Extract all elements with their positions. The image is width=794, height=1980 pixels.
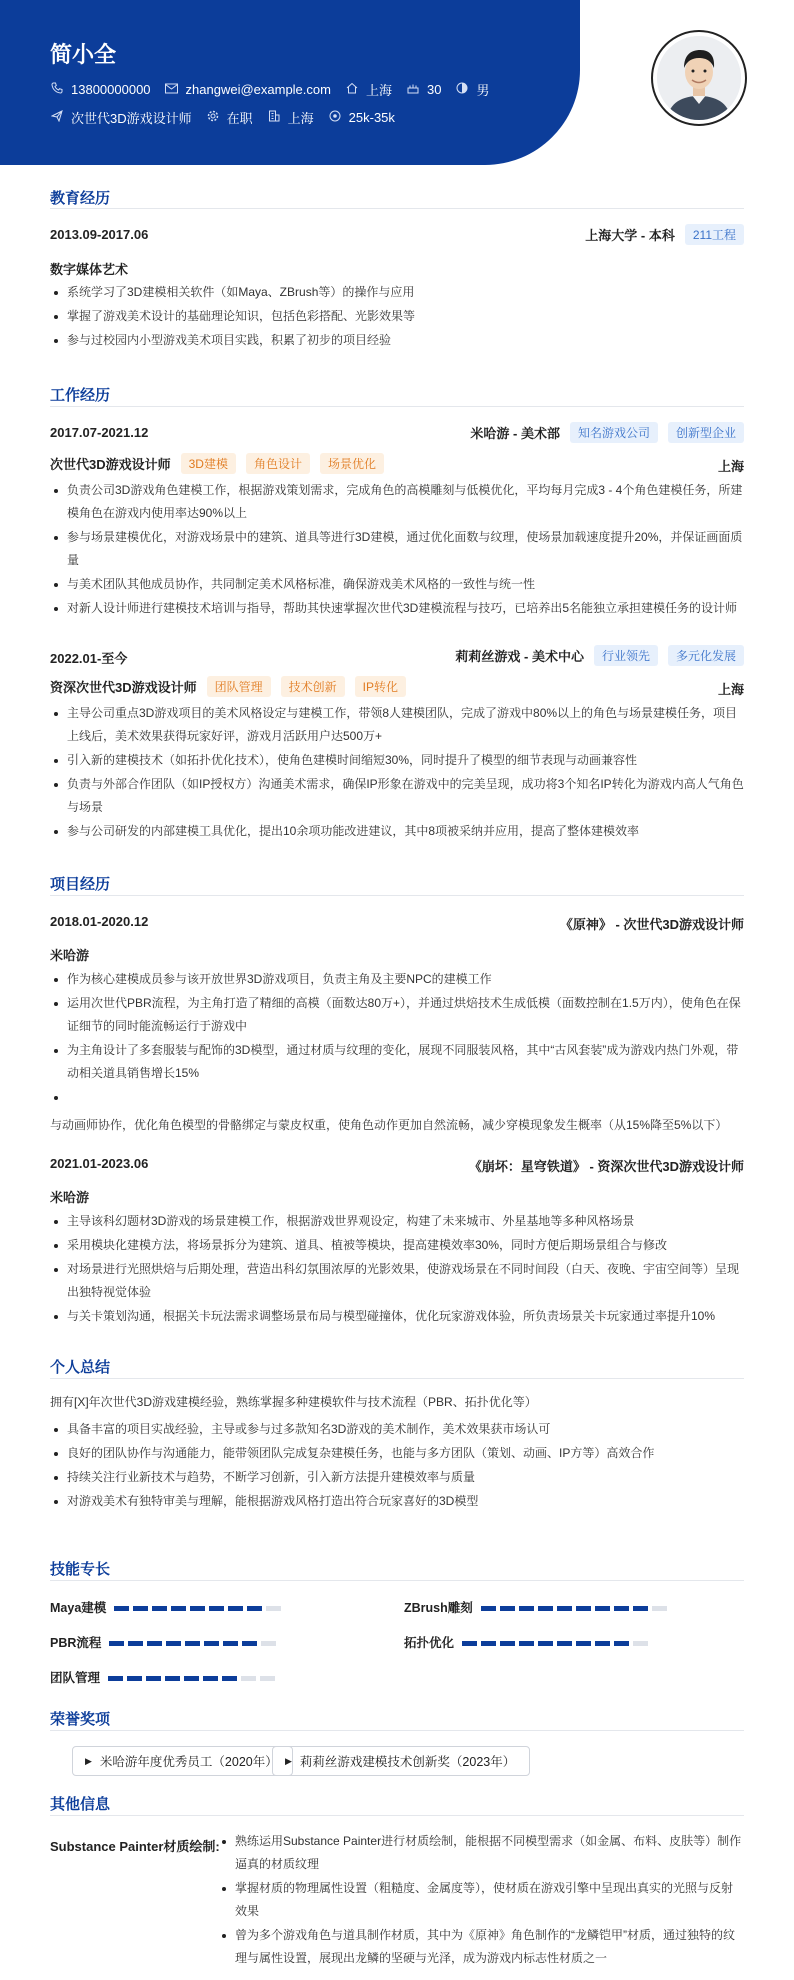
skill-level-bar: [109, 1633, 280, 1651]
project-1-org: 米哈游: [50, 948, 90, 963]
skill-level-segment: [557, 1606, 572, 1611]
project-1-extra: 与动画师协作，优化角色模型的骨骼绑定与蒙皮权重，使角色动作更加自然流畅，减少穿模现象发生概率（从15%降至5%以下）: [50, 1118, 728, 1132]
skill-zbrush: [404, 1598, 671, 1616]
skill-level-segment: [109, 1641, 124, 1646]
list-item: 曾为多个游戏角色与道具制作材质，其中为《原神》角色制作的“龙鳞铠甲”材质，通过独特的纹理与属性设置，展现出龙鳞的坚硬与光泽，成为游戏内标志性材质之一: [218, 1924, 744, 1970]
skill-level-segment: [519, 1606, 534, 1611]
skill-level-segment: [614, 1641, 629, 1646]
award-text: 米哈游年度优秀员工（2020年）: [99, 1755, 278, 1769]
email-item: [165, 82, 331, 97]
list-item: 掌握材质的物理属性设置（粗糙度、金属度等），使材质在游戏引擎中呈现出真实的光照与反射效果: [218, 1877, 744, 1923]
education-bullets: [50, 281, 744, 353]
list-item: 对场景进行光照烘焙与后期处理，营造出科幻氛围浓厚的光影效果，使游戏场景在不同时间段（白天、夜晚、宇宙空间等）呈现出独特视觉体验: [50, 1258, 744, 1304]
projects-divider: [50, 895, 744, 896]
location-item: [345, 80, 392, 99]
skill-level-segment: [652, 1606, 667, 1611]
work-1-title: 次世代3D游戏设计师: [50, 457, 171, 472]
list-item: 参与过校园内小型游戏美术项目实践，积累了初步的项目经验: [50, 329, 744, 352]
skill-level-segment: [203, 1676, 218, 1681]
education-date: 2013.09-2017.06: [50, 227, 149, 242]
list-item: 参与公司研发的内部建模工具优化，提出10余项功能改进建议，其中8项被采纳并应用，提高了整体建模效率: [50, 820, 744, 843]
skill-team-management: [50, 1668, 279, 1686]
skill-level-segment: [147, 1641, 162, 1646]
salary-item: [328, 110, 395, 125]
skill-topology: [404, 1633, 652, 1651]
age-icon: [406, 82, 420, 97]
skill-maya: [50, 1598, 285, 1616]
skill-level-bar: [481, 1598, 671, 1616]
skill-level-segment: [633, 1641, 648, 1646]
project-2-bullets: [50, 1210, 744, 1329]
work-2-skill-tag: 技术创新: [281, 676, 345, 697]
skill-level-segment: [222, 1676, 237, 1681]
list-item: 负责公司3D游戏角色建模工作，根据游戏策划需求，完成角色的高模雕刻与低模优化，平均每月完成3 - 4个角色建模任务，所建模角色在游戏内使用率达90%以上: [50, 479, 744, 525]
list-item: 引入新的建模技术（如拓扑优化技术），使角色建模时间缩短30%，同时提升了模型的细节表现与动画兼容性: [50, 749, 744, 772]
home-icon: [345, 82, 359, 97]
gender-text: 男: [476, 83, 490, 98]
skill-level-segment: [114, 1606, 129, 1611]
other-title: 其他信息: [50, 1796, 111, 1813]
education-divider: [50, 208, 744, 209]
skill-level-segment: [184, 1676, 199, 1681]
skill-level-segment: [266, 1606, 281, 1611]
status-item: [206, 108, 253, 127]
skill-level-bar: [462, 1633, 652, 1651]
skill-level-segment: [633, 1606, 648, 1611]
list-item: 与关卡策划沟通，根据关卡玩法需求调整场景布局与模型碰撞体，优化玩家游戏体验，所负责场景关卡玩家通过率提升10%: [50, 1305, 744, 1328]
money-icon: [328, 110, 342, 125]
award-text: 莉莉丝游戏建模技术创新奖（2023年）: [299, 1755, 516, 1769]
skill-level-segment: [128, 1641, 143, 1646]
skill-level-segment: [228, 1606, 243, 1611]
project-2-date: 2021.01-2023.06: [50, 1156, 149, 1171]
skill-level-segment: [166, 1641, 181, 1646]
header-banner: [0, 0, 580, 165]
skill-level-segment: [538, 1641, 553, 1646]
skill-level-segment: [595, 1641, 610, 1646]
work-1-skill-tag: 3D建模: [181, 453, 236, 474]
skill-level-segment: [152, 1606, 167, 1611]
education-major: 数字媒体艺术: [50, 262, 129, 277]
skill-name: 团队管理: [50, 1671, 101, 1685]
work-1-title-row: [50, 453, 384, 474]
honors-title: 荣誉奖项: [50, 1711, 111, 1728]
list-item: 与美术团队其他成员协作，共同制定美术风格标准，确保游戏美术风格的一致性与统一性: [50, 573, 744, 596]
play-icon: ▶: [285, 1755, 292, 1766]
project-1-date: 2018.01-2020.12: [50, 914, 149, 929]
work-2-title-row: [50, 676, 406, 697]
work-2-company-tag: 行业领先: [594, 645, 658, 666]
gender-item: [455, 80, 489, 99]
skill-level-segment: [204, 1641, 219, 1646]
avatar-photo: [657, 36, 741, 120]
work-1-bullets: [50, 479, 744, 621]
projects-title: 项目经历: [50, 876, 111, 893]
skill-level-segment: [190, 1606, 205, 1611]
work-1-company-tag: 创新型企业: [668, 422, 744, 443]
list-item: 对新人设计师进行建模技术培训与指导，帮助其快速掌握次世代3D建模流程与技巧，已培养出5名能独立承担建模任务的设计师: [50, 597, 744, 620]
award-item: [272, 1746, 530, 1776]
work-2-skill-tag: 团队管理: [207, 676, 271, 697]
list-item: 掌握了游戏美术设计的基础理论知识，包括色彩搭配、光影效果等: [50, 305, 744, 328]
work-2-company-tag: 多元化发展: [668, 645, 744, 666]
list-item: 采用模块化建模方法，将场景拆分为建筑、道具、植被等模块，提高建模效率30%，同时方便后期场景组合与修改: [50, 1234, 744, 1257]
target-job-text: 次世代3D游戏设计师: [71, 111, 192, 126]
skill-level-segment: [260, 1676, 275, 1681]
skills-title: 技能专长: [50, 1561, 111, 1578]
play-icon: ▶: [85, 1755, 92, 1766]
skill-level-segment: [481, 1641, 496, 1646]
work-1-city: 上海: [717, 459, 744, 474]
mail-icon: [165, 83, 179, 97]
skill-level-bar: [108, 1668, 279, 1686]
skill-level-segment: [538, 1606, 553, 1611]
list-item: 主导公司重点3D游戏项目的美术风格设定与建模工作，带领8人建模团队，完成了游戏中80%以上的角色与场景建模任务，项目上线后，美术效果获得玩家好评，游戏月活跃用户达500万+: [50, 702, 744, 748]
honors-divider: [50, 1730, 744, 1731]
summary-divider: [50, 1378, 744, 1379]
contact-row: [50, 80, 503, 99]
work-2-city: 上海: [717, 682, 744, 697]
list-item: 具备丰富的项目实战经验，主导或参与过多款知名3D游戏的美术制作，美术效果获市场认可: [50, 1418, 744, 1441]
list-item: 作为核心建模成员参与该开放世界3D游戏项目，负责主角及主要NPC的建模工作: [50, 968, 744, 991]
skill-level-segment: [133, 1606, 148, 1611]
work-2-skill-tag: IP转化: [355, 676, 406, 697]
award-item: [72, 1746, 293, 1776]
skill-level-segment: [462, 1641, 477, 1646]
job-intent-row: [50, 108, 409, 127]
work-divider: [50, 406, 744, 407]
skill-level-segment: [500, 1641, 515, 1646]
summary-intro: 拥有[X]年次世代3D游戏建模经验，熟练掌握多种建模软件与技术流程（PBR、拓扑优化等）: [50, 1395, 537, 1409]
work-1-company-row: [470, 422, 744, 443]
age-text: 30: [426, 82, 442, 97]
skill-level-bar: [114, 1598, 285, 1616]
skill-level-segment: [247, 1606, 262, 1611]
work-1-date: 2017.07-2021.12: [50, 425, 149, 440]
work-1-skill-tag: 场景优化: [320, 453, 384, 474]
work-2-date: 2022.01-至今: [50, 651, 128, 666]
work-2-bullets: [50, 702, 744, 844]
summary-bullets: [50, 1418, 744, 1514]
salary-text: 25k-35k: [348, 110, 395, 125]
list-item: 运用次世代PBR流程，为主角打造了精细的高模（面数达80万+），并通过烘焙技术生成低模（面数控制在1.5万内），使角色在保证细节的同时能流畅运行于游戏中: [50, 992, 744, 1038]
skill-level-segment: [261, 1641, 276, 1646]
skill-name: ZBrush雕刻: [404, 1601, 473, 1615]
skill-level-segment: [481, 1606, 496, 1611]
skills-divider: [50, 1580, 744, 1581]
other-label: Substance Painter材质绘制:: [50, 1839, 220, 1854]
education-title: 教育经历: [50, 190, 111, 207]
other-divider: [50, 1815, 744, 1816]
work-1-company: 米哈游 - 美术部: [470, 426, 560, 441]
skill-level-segment: [223, 1641, 238, 1646]
send-icon: [50, 110, 64, 125]
list-item: 对游戏美术有独特审美与理解，能根据游戏风格打造出符合玩家喜好的3D模型: [50, 1490, 744, 1513]
age-item: [406, 82, 441, 97]
skill-pbr: [50, 1633, 280, 1651]
phone-text[interactable]: 13800000000: [71, 82, 151, 97]
skill-level-segment: [576, 1606, 591, 1611]
skill-level-segment: [519, 1641, 534, 1646]
skill-level-segment: [614, 1606, 629, 1611]
list-item: 负责与外部合作团队（如IP授权方）沟通美术需求，确保IP形象在游戏中的完美呈现，成功将3个知名IP转化为游戏内高人气角色与场景: [50, 773, 744, 819]
list-item: 参与场景建模优化，对游戏场景中的建筑、道具等进行3D建模，通过优化面数与纹理，使场景加载速度提升20%，并保证画面质量: [50, 526, 744, 572]
project-1-title: 《原神》 - 次世代3D游戏设计师: [559, 917, 744, 932]
candidate-name: 简小全: [50, 42, 117, 67]
education-school-row: [585, 224, 744, 245]
gear-icon: [206, 110, 220, 125]
skill-level-segment: [557, 1641, 572, 1646]
skill-level-segment: [108, 1676, 123, 1681]
status-text: 在职: [226, 111, 253, 126]
work-title: 工作经历: [50, 387, 111, 404]
list-item: 良好的团队协作与沟通能力，能带领团队完成复杂建模任务，也能与多方团队（策划、动画、IP方等）高效合作: [50, 1442, 744, 1465]
list-item: 主导该科幻题材3D游戏的场景建模工作，根据游戏世界观设定，构建了未来城市、外星基地等多种风格场景: [50, 1210, 744, 1233]
work-1-skill-tag: 角色设计: [246, 453, 310, 474]
gender-icon: [455, 82, 469, 97]
project-1-bullets: [50, 968, 744, 1086]
skill-level-segment: [171, 1606, 186, 1611]
list-item: 为主角设计了多套服装与配饰的3D模型，通过材质与纹理的变化，展现不同服装风格，其中“古风套装”成为游戏内热门外观，带动相关道具销售增长15%: [50, 1039, 744, 1085]
skill-level-segment: [146, 1676, 161, 1681]
skill-level-segment: [127, 1676, 142, 1681]
target-city-text: 上海: [287, 111, 314, 126]
phone-item: [50, 82, 151, 97]
location-text: 上海: [365, 83, 392, 98]
work-2-company: 莉莉丝游戏 - 美术中心: [455, 649, 584, 664]
project-2-title: 《崩坏：星穹铁道》 - 资深次世代3D游戏设计师: [468, 1159, 744, 1174]
target-city-item: [267, 108, 314, 127]
skill-level-segment: [209, 1606, 224, 1611]
avatar: [651, 30, 747, 126]
target-job-item: [50, 108, 192, 127]
skill-level-segment: [595, 1606, 610, 1611]
summary-title: 个人总结: [50, 1359, 111, 1376]
work-2-title: 资深次世代3D游戏设计师: [50, 680, 197, 695]
skill-name: PBR流程: [50, 1636, 102, 1650]
list-item: 熟练运用Substance Painter进行材质绘制，能根据不同模型需求（如金属、布料、皮肤等）制作逼真的材质纹理: [218, 1830, 744, 1876]
skill-level-segment: [241, 1676, 256, 1681]
list-item: 持续关注行业新技术与趋势，不断学习创新，引入新方法提升建模效率与质量: [50, 1466, 744, 1489]
skill-level-segment: [576, 1641, 591, 1646]
project-2-org: 米哈游: [50, 1190, 90, 1205]
building-icon: [267, 110, 281, 125]
work-2-company-row: [455, 645, 744, 666]
education-tag: 211工程: [685, 224, 744, 245]
phone-icon: [50, 82, 64, 97]
skill-level-segment: [185, 1641, 200, 1646]
skill-level-segment: [242, 1641, 257, 1646]
work-1-company-tag: 知名游戏公司: [570, 422, 658, 443]
skill-level-segment: [165, 1676, 180, 1681]
skill-level-segment: [500, 1606, 515, 1611]
education-school: 上海大学 - 本科: [585, 228, 675, 243]
other-bullets: [218, 1830, 744, 1971]
list-item: 系统学习了3D建模相关软件（如Maya、ZBrush等）的操作与应用: [50, 281, 744, 304]
skill-name: 拓扑优化: [404, 1636, 455, 1650]
email-text[interactable]: zhangwei@example.com: [185, 82, 331, 97]
skill-name: Maya建模: [50, 1601, 107, 1615]
